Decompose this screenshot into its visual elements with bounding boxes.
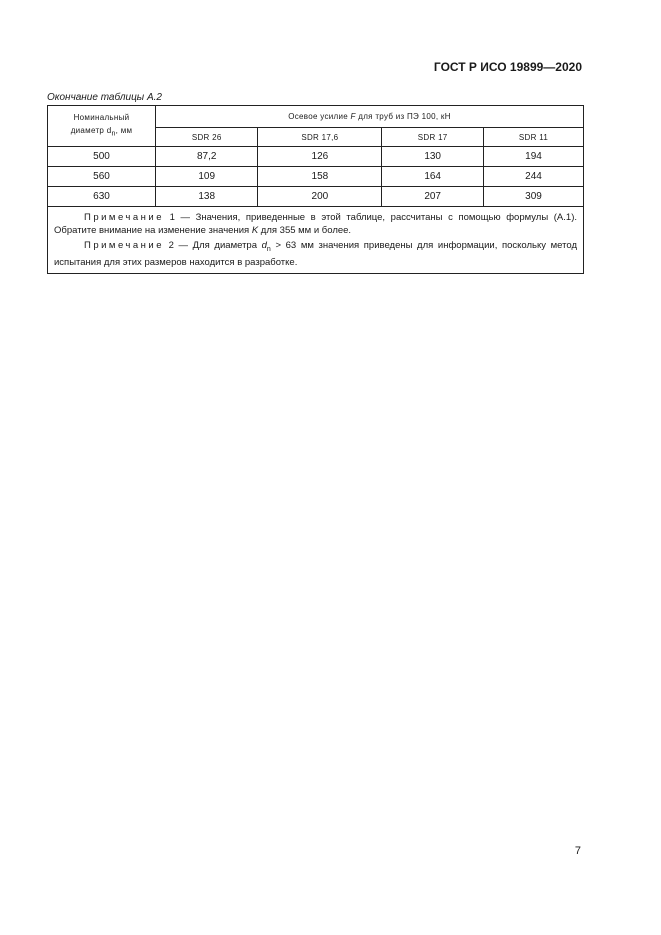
note-2-text-b: > 63 мм значения приведены для информации, поскольку метод испытания для этих размеров находится в разработке. bbox=[54, 240, 578, 268]
row-diameter: 560 bbox=[48, 167, 156, 187]
group-header-prefix: Осевое усилие bbox=[288, 112, 351, 121]
note-2 bbox=[54, 239, 577, 269]
nominal-header-unit: , мм bbox=[115, 126, 133, 136]
table-caption: Окончание таблицы А.2 bbox=[47, 92, 162, 103]
sdr-header-2: SDR 17,6 bbox=[258, 128, 382, 147]
row-value-sdr17-6: 158 bbox=[258, 167, 382, 187]
note-2-var: d bbox=[261, 240, 267, 251]
row-value-sdr17: 164 bbox=[382, 167, 484, 187]
row-diameter: 500 bbox=[48, 147, 156, 167]
nominal-header-sub: n bbox=[111, 130, 116, 138]
row-value-sdr11: 309 bbox=[484, 187, 584, 207]
nominal-header-line2: диаметр d bbox=[70, 126, 112, 136]
row-value-sdr26: 87,2 bbox=[156, 147, 258, 167]
axial-force-group-header bbox=[156, 106, 584, 128]
row-value-sdr26: 109 bbox=[156, 167, 258, 187]
sdr-header-1: SDR 26 bbox=[156, 128, 258, 147]
table-row bbox=[48, 187, 584, 207]
nominal-header-line1: Номинальный bbox=[73, 113, 130, 123]
document-id: ГОСТ Р ИСО 19899—2020 bbox=[433, 60, 582, 74]
nominal-diameter-header bbox=[48, 106, 156, 147]
row-value-sdr17: 130 bbox=[382, 147, 484, 167]
group-header-var: F bbox=[350, 112, 356, 121]
row-value-sdr11: 194 bbox=[484, 147, 584, 167]
table-notes bbox=[48, 207, 584, 274]
row-diameter: 630 bbox=[48, 187, 156, 207]
note-1 bbox=[54, 211, 577, 237]
note-2-label: Примечание bbox=[84, 240, 164, 251]
note-1-var: K bbox=[251, 225, 259, 236]
row-value-sdr17-6: 126 bbox=[258, 147, 382, 167]
data-table bbox=[47, 105, 584, 274]
table-row bbox=[48, 167, 584, 187]
sdr-header-4: SDR 11 bbox=[484, 128, 584, 147]
row-value-sdr17-6: 200 bbox=[258, 187, 382, 207]
row-value-sdr17: 207 bbox=[382, 187, 484, 207]
note-1-text-a: 1 — Значения, приведенные в этой таблице, рассчитаны с помощью формулы (А.1). Обратите внимание на изменение значения bbox=[54, 212, 577, 236]
note-1-label: Примечание bbox=[84, 212, 164, 223]
row-value-sdr26: 138 bbox=[156, 187, 258, 207]
note-2-sub: n bbox=[266, 245, 271, 253]
group-header-suffix: для труб из ПЭ 100, кН bbox=[355, 112, 451, 121]
page-number: 7 bbox=[574, 845, 581, 857]
note-1-text-b: для 355 мм и более. bbox=[258, 225, 352, 236]
note-2-text-a: 2 — Для диаметра bbox=[164, 240, 262, 251]
sdr-header-3: SDR 17 bbox=[382, 128, 484, 147]
row-value-sdr11: 244 bbox=[484, 167, 584, 187]
table-row bbox=[48, 147, 584, 167]
